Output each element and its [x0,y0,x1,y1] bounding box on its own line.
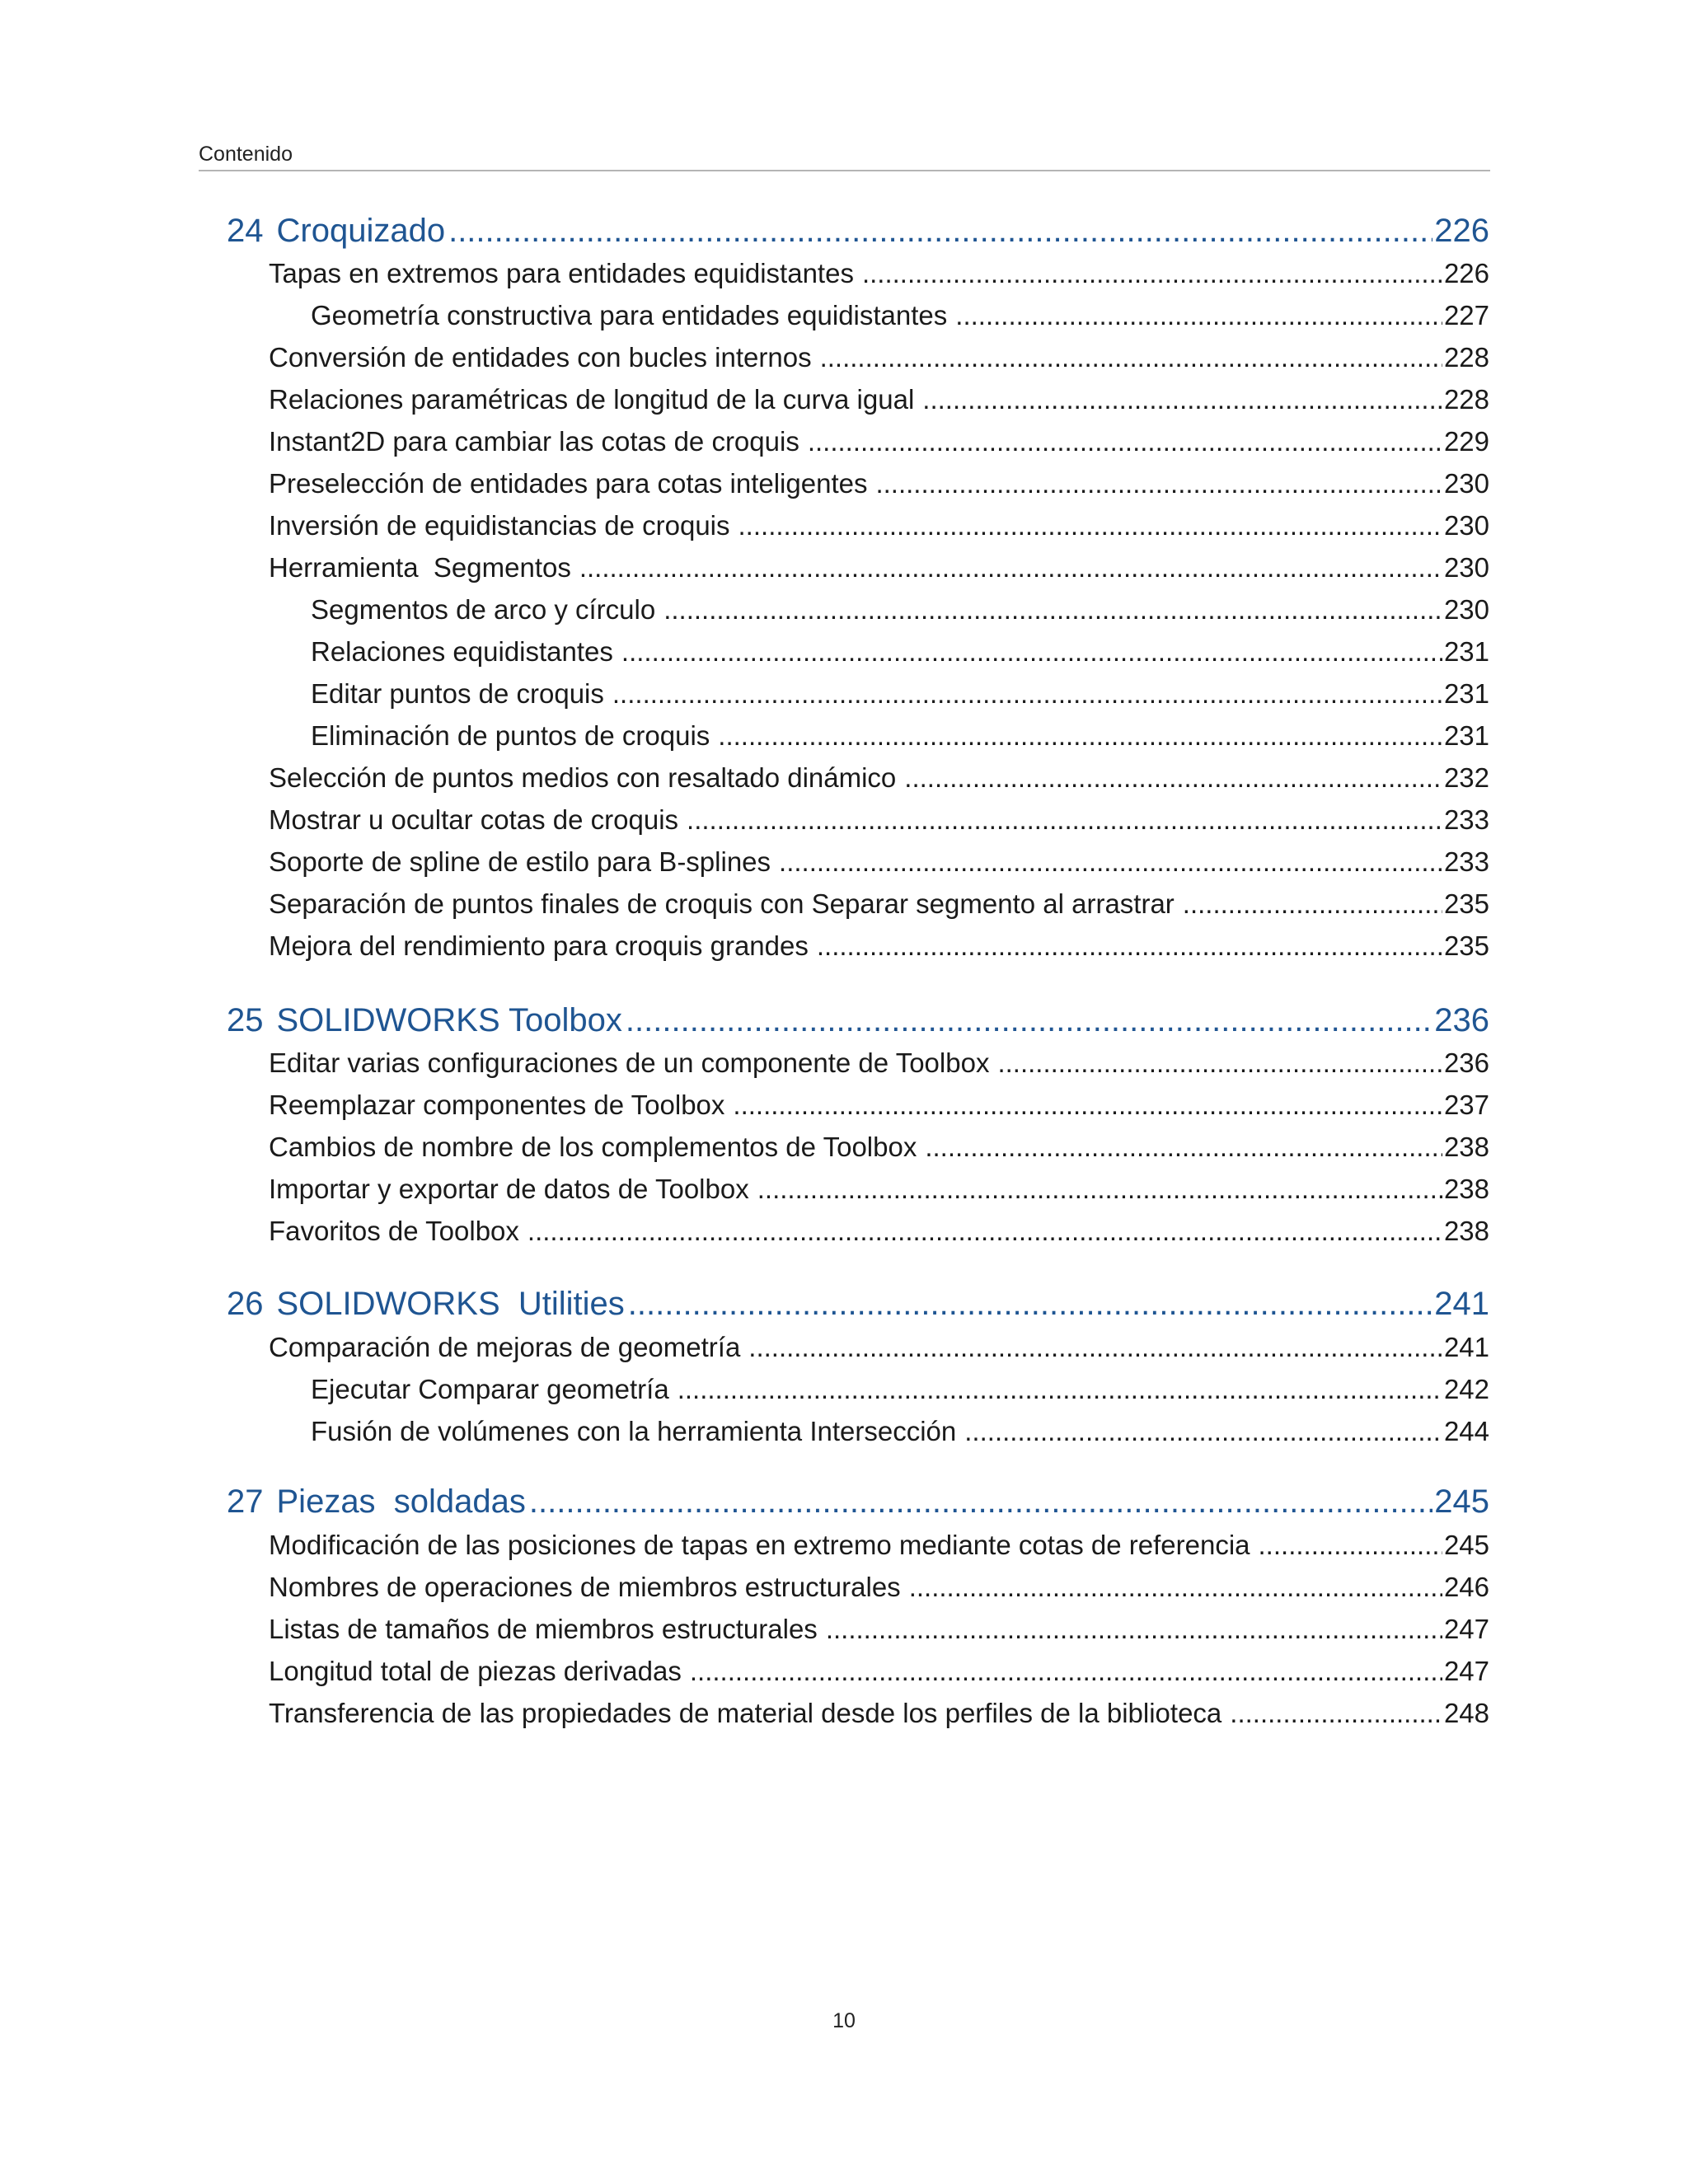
toc-entry-title: Tapas en extremos para entidades equidistantes [269,258,854,288]
toc-chapter-entry[interactable] [227,1001,1489,1039]
toc-entry-title: Listas de tamaños de miembros estructurales [269,1614,818,1644]
toc-entry-title: Preselección de entidades para cotas inteligentes [269,468,868,499]
toc-page-number: 245 [1434,1483,1489,1520]
dot-leader [628,1285,1432,1323]
toc-entry-title: Cambios de nombre de los complementos de Toolbox [269,1132,917,1162]
dot-leader [1183,888,1442,921]
dot-leader [1230,1697,1442,1730]
toc-page-number: 245 [1443,1530,1489,1560]
toc-page-number: 230 [1443,552,1489,583]
toc-entry-title [227,1483,526,1521]
toc-subsection-entry[interactable] [311,593,1489,626]
toc-section-entry[interactable] [269,341,1489,374]
toc-page-number: 226 [1443,258,1489,288]
toc-page-number: 244 [1443,1416,1489,1446]
toc-subsection-entry[interactable] [311,1415,1489,1448]
toc-page-number: 236 [1443,1047,1489,1078]
toc-page-number: 238 [1443,1216,1489,1246]
toc-page-number: 235 [1443,930,1489,961]
toc-section-entry[interactable] [269,1215,1489,1248]
toc-subsection-entry[interactable] [311,719,1489,752]
toc-section-entry[interactable] [269,509,1489,542]
toc-page-number: 228 [1443,342,1489,373]
toc-page-number: 227 [1443,300,1489,330]
toc-page-number: 235 [1443,888,1489,919]
dot-leader [909,1571,1442,1604]
dot-leader [718,719,1442,752]
toc-page-number: 241 [1434,1286,1489,1322]
toc-page-number: 233 [1443,804,1489,835]
toc-section-entry[interactable] [269,762,1489,794]
chapter-title: SOLIDWORKS Utilities [276,1286,625,1322]
dot-leader [757,1173,1442,1206]
toc-entry-title: Fusión de volúmenes con la herramienta Intersección [311,1416,957,1446]
toc-section-entry[interactable] [269,804,1489,837]
toc-page-number: 237 [1443,1090,1489,1120]
dot-leader [955,299,1442,332]
toc-section-entry[interactable] [269,1655,1489,1688]
toc-section-entry[interactable] [269,383,1489,416]
toc-page-number: 238 [1443,1174,1489,1204]
toc-chapter-entry[interactable] [227,1285,1489,1323]
toc-entry-title: Favoritos de Toolbox [269,1216,519,1246]
toc-subsection-entry[interactable] [311,299,1489,332]
dot-leader [925,1131,1442,1164]
running-header: Contenido [199,143,293,166]
dot-leader [820,341,1442,374]
toc-entry-title: Reemplazar componentes de Toolbox [269,1090,725,1120]
toc-page-number: 242 [1443,1374,1489,1404]
toc-section-entry[interactable] [269,1613,1489,1646]
toc-chapter-entry[interactable] [227,212,1489,250]
chapter-number: 25 [227,1002,264,1038]
toc-entry-title: Instant2D para cambiar las cotas de croquis [269,426,799,457]
toc-section-entry[interactable] [269,1089,1489,1122]
toc-entry-title: Editar puntos de croquis [311,678,604,709]
dot-leader [663,593,1442,626]
dot-leader [621,635,1442,668]
toc-entry-title: Segmentos de arco y círculo [311,594,656,625]
toc-section-entry[interactable] [269,930,1489,963]
toc-section-entry[interactable] [269,846,1489,879]
header-rule [199,170,1490,171]
toc-entry-title: Geometría constructiva para entidades equidistantes [311,300,948,330]
toc-page-number: 248 [1443,1698,1489,1728]
dot-leader [733,1089,1442,1122]
toc-entry-title: Soporte de spline de estilo para B-splines [269,846,771,877]
toc-section-entry[interactable] [269,257,1489,290]
dot-leader [528,1215,1442,1248]
dot-leader [875,467,1442,500]
toc-entry-title [227,212,445,250]
dot-leader [904,762,1442,794]
dot-leader [448,212,1432,250]
toc-entry-title: Mejora del rendimiento para croquis grandes [269,930,809,961]
dot-leader [748,1331,1442,1364]
dot-leader [997,1047,1442,1080]
toc-section-entry[interactable] [269,1331,1489,1364]
toc-entry-title: Eliminación de puntos de croquis [311,720,710,751]
toc-entry-title: Editar varias configuraciones de un componente de Toolbox [269,1047,990,1078]
toc-section-entry[interactable] [269,1131,1489,1164]
toc-section-entry[interactable] [269,888,1489,921]
toc-page-number: 238 [1443,1132,1489,1162]
toc-entry-title: Herramienta Segmentos [269,552,571,583]
toc-page-number: 233 [1443,846,1489,877]
toc-section-entry[interactable] [269,1047,1489,1080]
toc-page-number: 231 [1443,636,1489,667]
toc-entry-title: Ejecutar Comparar geometría [311,1374,669,1404]
dot-leader [626,1001,1432,1039]
chapter-number: 24 [227,213,264,249]
dot-leader [826,1613,1442,1646]
dot-leader [817,930,1442,963]
dot-leader [529,1483,1432,1521]
toc-page-number: 230 [1443,468,1489,499]
toc-page-number: 236 [1434,1002,1489,1038]
toc-entry-title: Relaciones paramétricas de longitud de la curva igual [269,384,915,415]
toc-entry-title: Conversión de entidades con bucles internos [269,342,812,373]
toc-page-number: 226 [1434,213,1489,249]
toc-page-number: 246 [1443,1572,1489,1602]
toc-entry-title: Modificación de las posiciones de tapas en extremo mediante cotas de referencia [269,1530,1250,1560]
toc-subsection-entry[interactable] [311,635,1489,668]
toc-page-number: 230 [1443,594,1489,625]
dot-leader [808,425,1442,458]
toc-page-number: 232 [1443,762,1489,793]
toc-section-entry[interactable] [269,1571,1489,1604]
dot-leader [779,846,1442,879]
toc-entry-title: Relaciones equidistantes [311,636,613,667]
toc-entry-title: Inversión de equidistancias de croquis [269,510,730,541]
toc-entry-title: Longitud total de piezas derivadas [269,1656,682,1686]
page-number: 10 [832,2009,856,2032]
toc-entry-title: Separación de puntos finales de croquis con Separar segmento al arrastrar [269,888,1175,919]
dot-leader [922,383,1442,416]
toc-entry-title: Nombres de operaciones de miembros estructurales [269,1572,901,1602]
dot-leader [690,1655,1442,1688]
toc-chapter-entry[interactable] [227,1483,1489,1521]
toc-section-entry[interactable] [269,1697,1489,1730]
toc-entry-title [227,1001,622,1039]
toc-subsection-entry[interactable] [311,677,1489,710]
toc-entry-title: Comparación de mejoras de geometría [269,1332,741,1362]
toc-entry-title [227,1285,625,1323]
dot-leader [612,677,1442,710]
toc-section-entry[interactable] [269,1173,1489,1206]
toc-section-entry[interactable] [269,551,1489,584]
chapter-number: 26 [227,1286,264,1322]
toc-entry-title: Mostrar u ocultar cotas de croquis [269,804,679,835]
toc-page-number: 231 [1443,720,1489,751]
dot-leader [1259,1529,1442,1562]
chapter-title: Piezas soldadas [276,1483,526,1520]
toc-page-number: 228 [1443,384,1489,415]
chapter-title: SOLIDWORKS Toolbox [276,1002,622,1038]
toc-page-number: 247 [1443,1614,1489,1644]
toc-entry-title: Importar y exportar de datos de Toolbox [269,1174,749,1204]
toc-page-number: 241 [1443,1332,1489,1362]
toc-page-number: 231 [1443,678,1489,709]
dot-leader [579,551,1442,584]
toc-subsection-entry[interactable] [311,1373,1489,1406]
toc-page-number: 247 [1443,1656,1489,1686]
dot-leader [678,1373,1442,1406]
toc-section-entry[interactable] [269,467,1489,500]
chapter-title: Croquizado [276,213,446,249]
dot-leader [738,509,1442,542]
toc-entry-title: Selección de puntos medios con resaltado dinámico [269,762,897,793]
dot-leader [687,804,1442,837]
toc-page-number: 230 [1443,510,1489,541]
dot-leader [862,257,1442,290]
toc-section-entry[interactable] [269,1529,1489,1562]
toc-entry-title: Transferencia de las propiedades de material desde los perfiles de la biblioteca [269,1698,1222,1728]
dot-leader [964,1415,1442,1448]
toc-section-entry[interactable] [269,425,1489,458]
chapter-number: 27 [227,1483,264,1520]
toc-page-number: 229 [1443,426,1489,457]
